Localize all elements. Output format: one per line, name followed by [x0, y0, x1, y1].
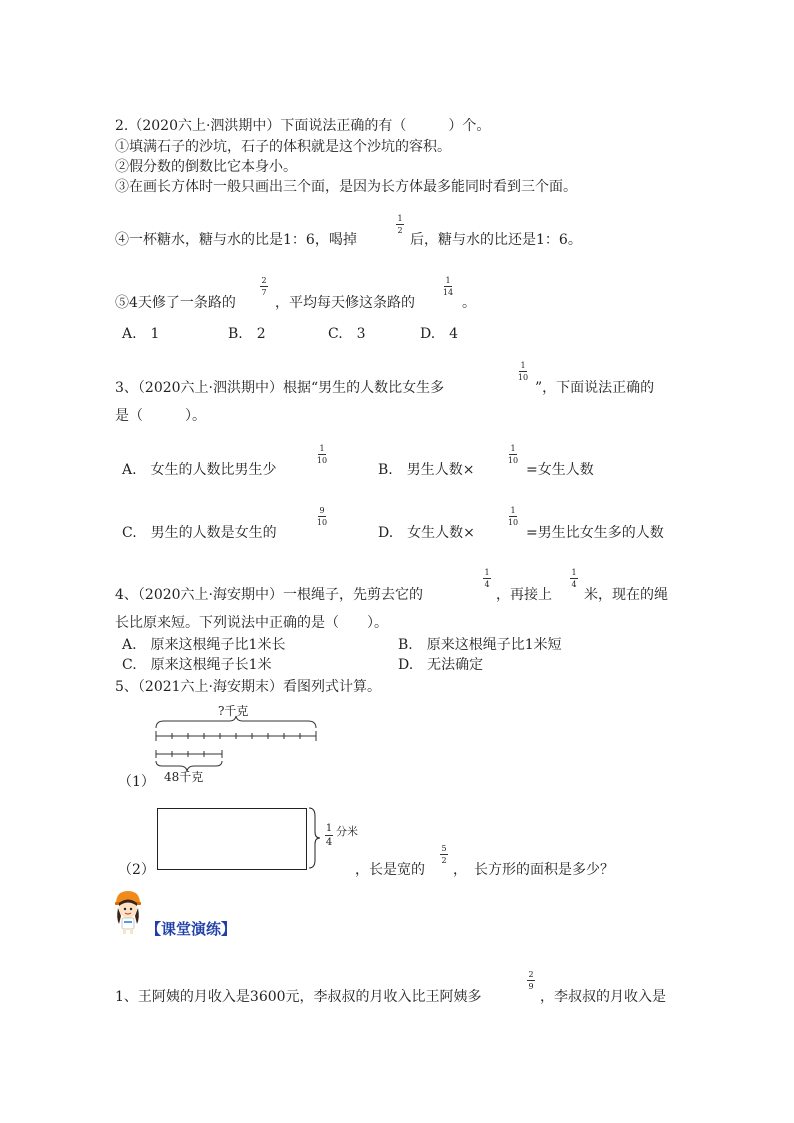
q3-option-b: B. 男生人数×: [378, 462, 475, 478]
fraction-one-fourth: 1 4: [325, 823, 333, 848]
section-title: 【课堂演练】: [146, 920, 237, 938]
diagram-top-label: ?千克: [218, 704, 249, 718]
q2-statement-5a: ⑤4天修了一条路的: [115, 295, 236, 311]
q2-statement-5b: ，平均每天修这条路的: [275, 295, 415, 311]
fraction-one-tenth: 1 10: [507, 506, 519, 527]
q2-stem: 2.（2020六上·泗洪期中）下面说法正确的有（ ）个。: [115, 118, 491, 134]
q3-option-b-end: =女生人数: [526, 462, 594, 478]
q3-option-a: A. 女生的人数比男生少: [122, 462, 277, 478]
q2-statement-5c: 。: [462, 295, 476, 311]
q5-part2-label: （2）: [118, 862, 155, 878]
q3-stem-b: ”，下面说法正确的: [535, 380, 655, 396]
fraction-two-sevenths: 2 7: [261, 276, 267, 297]
q2-statement-2: ②假分数的倒数比它本身小。: [115, 159, 297, 175]
fraction-five-halves: 5 2: [441, 844, 447, 865]
girl-mascot-icon: [113, 888, 143, 936]
q2-statement-4a: ④一杯糖水，糖与水的比是1：6，喝掉: [115, 232, 357, 248]
fraction-one-fourteenth: 1 14: [442, 276, 454, 297]
fraction-one-fourth: 1 4: [484, 568, 490, 589]
fraction-one-tenth: 1 10: [507, 444, 519, 465]
q4-option-d: D. 无法确定: [398, 657, 484, 673]
q2-statement-3: ③在画长方体时一般只画出三个面，是因为长方体最多能同时看到三个面。: [115, 179, 577, 195]
fraction-one-tenth: 1 10: [316, 444, 328, 465]
q3-option-c: C. 男生的人数是女生的: [122, 525, 277, 541]
fraction-one-tenth: 1 10: [517, 361, 529, 382]
q5-stem: 5、（2021六上·海安期末）看图列式计算。: [115, 679, 381, 695]
q4-stem-b: ，再接上: [496, 587, 552, 603]
q3-stem-a: 3、（2020六上·泗洪期中）根据“男生的人数比女生多: [115, 380, 445, 396]
q2-option-d: D. 4: [420, 326, 459, 342]
q5-part2-text-b: ， 长方形的面积是多少？: [453, 862, 614, 878]
segment-diagram: [150, 700, 330, 790]
rectangle-side-unit: 分米: [336, 825, 358, 838]
side-brace: [307, 806, 323, 870]
fraction-nine-tenths: 9 10: [316, 506, 328, 527]
q2-option-b: B. 2: [228, 326, 266, 342]
rectangle-shape: [157, 808, 307, 870]
q3-option-d: D. 女生人数×: [378, 525, 475, 541]
fraction-two-ninths: 2 9: [528, 970, 534, 991]
q4-option-c: C. 原来这根绳子长1米: [122, 657, 272, 673]
diagram-bottom-label: 48千克: [164, 770, 204, 784]
q2-option-c: C. 3: [328, 326, 366, 342]
q2-statement-1: ①填满石子的沙坑，石子的体积就是这个沙坑的容积。: [115, 139, 451, 155]
q4-option-b: B. 原来这根绳子比1米短: [398, 637, 562, 653]
q5-part1-label: （1）: [118, 774, 155, 790]
q5-part2-text-a: ，长是宽的: [355, 862, 425, 878]
q4-stem-d: 长比原来短。下列说法中正确的是（ ）。: [115, 615, 388, 631]
q4-stem-a: 4、（2020六上·海安期中）一根绳子，先剪去它的: [115, 587, 423, 603]
practice-q1-end: ，李叔叔的月收入是: [540, 989, 666, 1005]
q4-option-a: A. 原来这根绳子比1米长: [122, 637, 286, 653]
q3-stem-c: 是（ ）。: [115, 408, 206, 424]
q3-option-d-end: =男生比女生多的人数: [526, 525, 664, 541]
q4-stem-c: 米，现在的绳: [584, 587, 668, 603]
fraction-half: 1 2: [397, 214, 403, 235]
q2-statement-4b: 后，糖与水的比还是1：6。: [410, 232, 582, 248]
fraction-one-fourth: 1 4: [571, 568, 577, 589]
q2-option-a: A. 1: [122, 326, 160, 342]
practice-q1: 1、王阿姨的月收入是3600元，李叔叔的月收入比王阿姨多: [115, 989, 482, 1005]
